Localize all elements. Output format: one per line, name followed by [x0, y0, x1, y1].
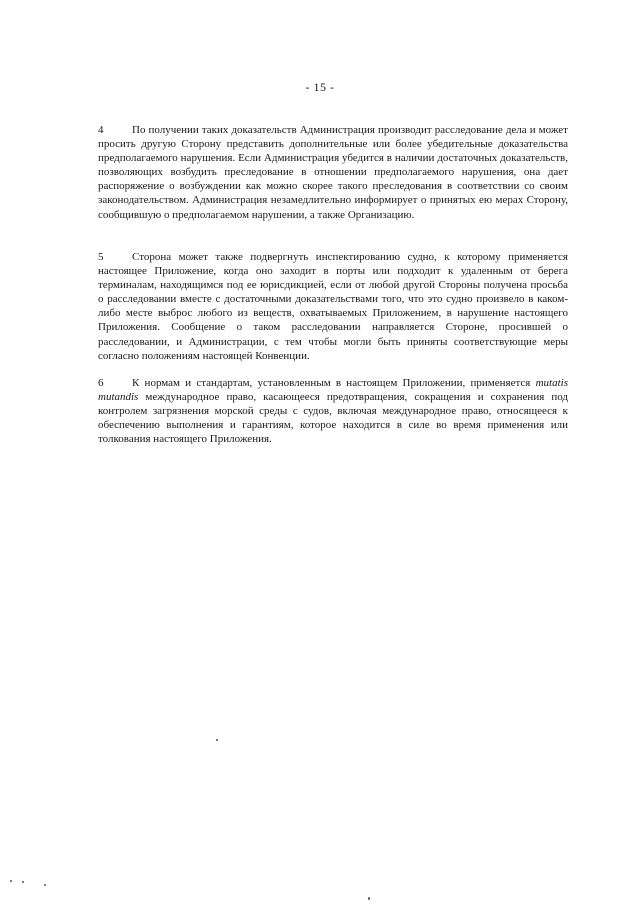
scan-speck	[44, 884, 46, 886]
paragraph-text-start: К нормам и стандартам, установленным в настоящем Приложении, применяется	[132, 377, 536, 389]
paragraph-text-end: международное право, касающееся предотвращения, сокращения и сохранения под контролем загрязнения морской среды с судов, включая международное право, относящееся к обеспечению выполнения и гарантиям, которое находится в силе во время применения или толкования настоящего Приложения.	[98, 391, 568, 446]
paragraph-text: Сторона может также подвергнуть инспектированию судно, к которому применяется настоящее Приложение, когда оно заходит в порты или подходит к удаленным от берега терминалам, находящимся под ее юрисдикцией, если от любой другой Стороны получена просьба о расследовании вместе с достаточными доказательствами того, что это судно произвело в каком-либо месте выброс любого из веществ, охватываемых Приложением, в нарушение настоящего Приложения. Сообщение о таком расследовании направляется Стороне, просившей о расследовании, и Администрации, с тем чтобы могли быть приняты соответствующие меры согласно положениям настоящей Конвенции.	[98, 251, 568, 362]
paragraph-5	[98, 250, 568, 363]
scan-speck	[10, 880, 12, 882]
paragraph-4	[98, 123, 568, 222]
paragraph-number: 5	[98, 251, 104, 263]
paragraph-number: 6	[98, 377, 104, 389]
scan-speck	[368, 897, 370, 900]
paragraph-6	[98, 376, 568, 446]
scan-speck	[216, 739, 218, 741]
page-number: - 15 -	[305, 80, 335, 94]
paragraph-number: 4	[98, 124, 104, 136]
latin-phrase: mutatis mutandis	[98, 377, 568, 404]
paragraph-text: По получении таких доказательств Администрация производит расследование дела и может просить другую Сторону представить дополнительные или более убедительные доказательства предполагаемого нарушения. Если Администрация убедится в наличии достаточных доказательств, позволяющих возбудить преследование в отношении предполагаемого нарушения, она дает распоряжение о возбуждении как можно скорее такого преследования в соответствии со своим законодательством. Администрация незамедлительно информирует о принятых ею мерах Сторону, сообщившую о предполагаемом нарушении, а также Организацию.	[98, 124, 568, 221]
scan-speck	[22, 881, 24, 883]
